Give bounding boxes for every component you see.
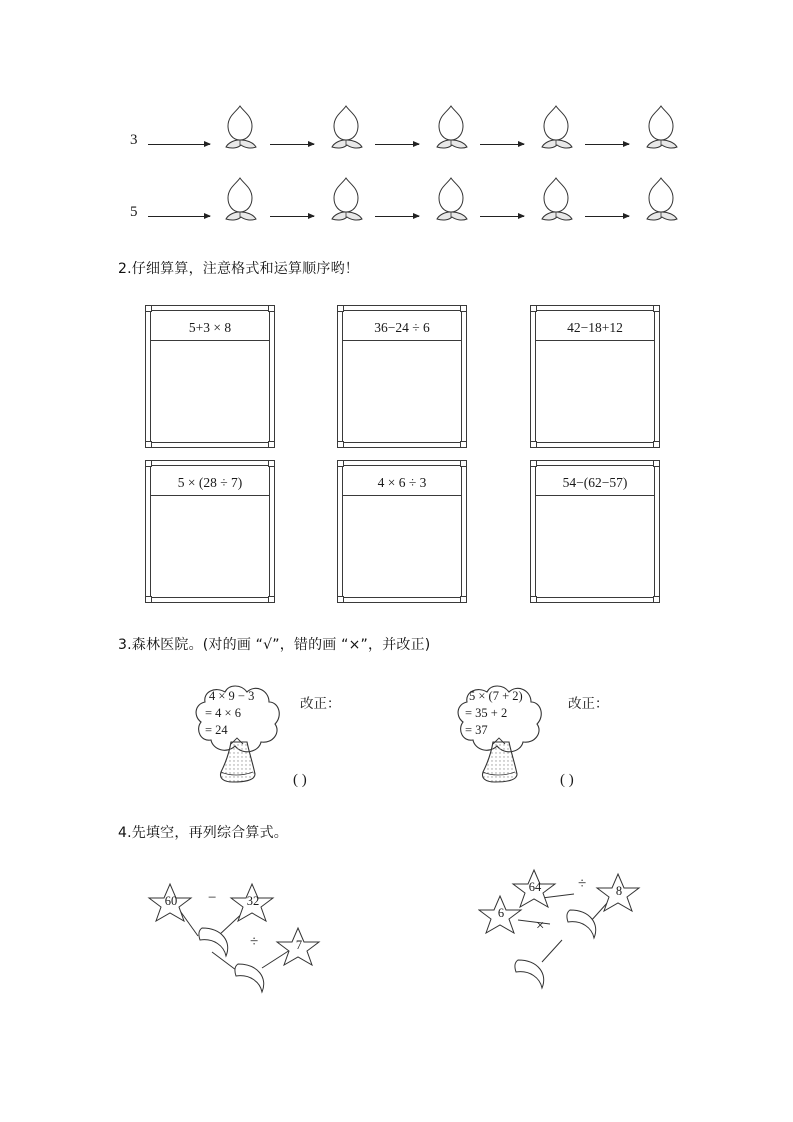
arrow xyxy=(480,216,524,217)
corner-marker xyxy=(145,441,152,448)
corner-marker xyxy=(268,460,275,467)
corner-marker xyxy=(460,460,467,467)
corner-marker xyxy=(653,596,660,603)
star-node-8-value: 8 xyxy=(615,883,623,898)
corner-marker xyxy=(460,305,467,312)
peach-icon xyxy=(212,100,268,156)
calc-box[interactable] xyxy=(337,305,467,448)
corner-marker xyxy=(530,596,537,603)
corner-marker xyxy=(653,305,660,312)
arrow xyxy=(148,216,210,217)
peach-icon xyxy=(528,172,584,228)
arrow xyxy=(148,144,210,145)
arrow xyxy=(585,144,629,145)
corner-marker xyxy=(530,305,537,312)
star-node-60-value: 60 xyxy=(164,893,178,908)
calc-box[interactable] xyxy=(145,460,275,603)
star-group-1 xyxy=(140,878,340,998)
corner-marker xyxy=(530,460,537,467)
star-node-64[interactable] xyxy=(522,878,548,896)
arrow xyxy=(375,216,419,217)
peach-icon xyxy=(318,172,374,228)
operator-minus: − xyxy=(208,890,217,906)
question-3-text: 森林医院。(对的画 “√”，错的画 “×”，并改正) xyxy=(131,637,431,653)
arrow xyxy=(375,144,419,145)
corner-marker xyxy=(145,305,152,312)
corner-marker xyxy=(460,596,467,603)
corner-marker xyxy=(268,441,275,448)
peach-icon xyxy=(528,100,584,156)
question-2-title xyxy=(118,258,359,278)
peach-icon xyxy=(423,172,479,228)
arrow xyxy=(585,216,629,217)
tree-1-answer-parens[interactable]: ( ) xyxy=(293,772,307,788)
tree-2-line-1: 5 × (7 + 2) xyxy=(469,689,523,703)
calc-box[interactable] xyxy=(530,305,660,448)
corner-marker xyxy=(337,596,344,603)
tree-1 xyxy=(185,672,335,787)
peach-icon xyxy=(212,172,268,228)
star-group-2 xyxy=(478,868,678,998)
star-node-6[interactable] xyxy=(488,904,514,922)
question-4-title xyxy=(118,822,288,842)
peach-icon xyxy=(633,100,689,156)
question-4-text: 先填空，再列综合算式。 xyxy=(131,825,288,841)
calc-expression: 42−18+12 xyxy=(567,320,623,335)
star-node-60[interactable] xyxy=(158,892,184,910)
question-3-number: 3. xyxy=(118,637,132,653)
operator-divide: ÷ xyxy=(250,934,259,950)
star-node-32-value: 32 xyxy=(246,893,260,908)
corner-marker xyxy=(268,305,275,312)
corner-marker xyxy=(460,441,467,448)
corner-marker xyxy=(268,596,275,603)
calc-expression: 5 × (28 ÷ 7) xyxy=(177,475,243,490)
peach-row-1-start: 3 xyxy=(130,132,138,148)
tree-2-line-2: = 35 + 2 xyxy=(465,706,508,720)
corner-marker xyxy=(337,305,344,312)
calc-box[interactable] xyxy=(145,305,275,448)
peach-row-2-start: 5 xyxy=(130,204,138,220)
tree-2-correction-label: 改正： xyxy=(568,696,609,712)
calc-box[interactable] xyxy=(530,460,660,603)
peach-icon xyxy=(633,172,689,228)
calc-expression: 36−24 ÷ 6 xyxy=(374,320,430,335)
question-3-title xyxy=(118,634,430,654)
operator-divide: ÷ xyxy=(578,876,587,892)
tree-1-line-3: = 24 xyxy=(205,723,228,737)
tree-1-line-1: 4 × 9 − 3 xyxy=(209,689,255,703)
calc-rule-line xyxy=(343,340,461,341)
calc-expression: 4 × 6 ÷ 3 xyxy=(377,475,427,490)
tree-1-correction-label: 改正： xyxy=(300,696,341,712)
corner-marker xyxy=(145,460,152,467)
star-node-7-value: 7 xyxy=(295,937,303,952)
tree-2 xyxy=(447,672,597,787)
tree-2-line-3: = 37 xyxy=(465,723,488,737)
peach-row-2 xyxy=(130,172,670,232)
calc-rule-line xyxy=(343,495,461,496)
calc-rule-line xyxy=(536,495,654,496)
calc-box[interactable] xyxy=(337,460,467,603)
peach-icon xyxy=(423,100,479,156)
corner-marker xyxy=(337,460,344,467)
operator-multiply: × xyxy=(536,918,545,934)
corner-marker xyxy=(337,441,344,448)
tree-1-line-2: = 4 × 6 xyxy=(205,706,241,720)
question-2-text: 仔细算算，注意格式和运算顺序哟！ xyxy=(131,261,359,277)
calc-rule-line xyxy=(151,340,269,341)
corner-marker xyxy=(653,441,660,448)
question-2-number: 2. xyxy=(118,261,132,277)
star-node-64-value: 64 xyxy=(528,879,542,894)
corner-marker xyxy=(530,441,537,448)
tree-2-answer-parens[interactable]: ( ) xyxy=(560,772,574,788)
calc-rule-line xyxy=(536,340,654,341)
calc-rule-line xyxy=(151,495,269,496)
peach-row-1 xyxy=(130,100,670,160)
peach-icon xyxy=(318,100,374,156)
corner-marker xyxy=(653,460,660,467)
corner-marker xyxy=(145,596,152,603)
star-node-8[interactable] xyxy=(606,882,632,900)
star-node-6-value: 6 xyxy=(497,905,505,920)
question-4-number: 4. xyxy=(118,825,132,841)
star-node-7[interactable] xyxy=(286,936,312,954)
star-node-32[interactable] xyxy=(240,892,266,910)
arrow xyxy=(480,144,524,145)
calc-expression: 54−(62−57) xyxy=(562,475,628,490)
arrow xyxy=(270,144,314,145)
calc-expression: 5+3 × 8 xyxy=(188,320,232,335)
arrow xyxy=(270,216,314,217)
